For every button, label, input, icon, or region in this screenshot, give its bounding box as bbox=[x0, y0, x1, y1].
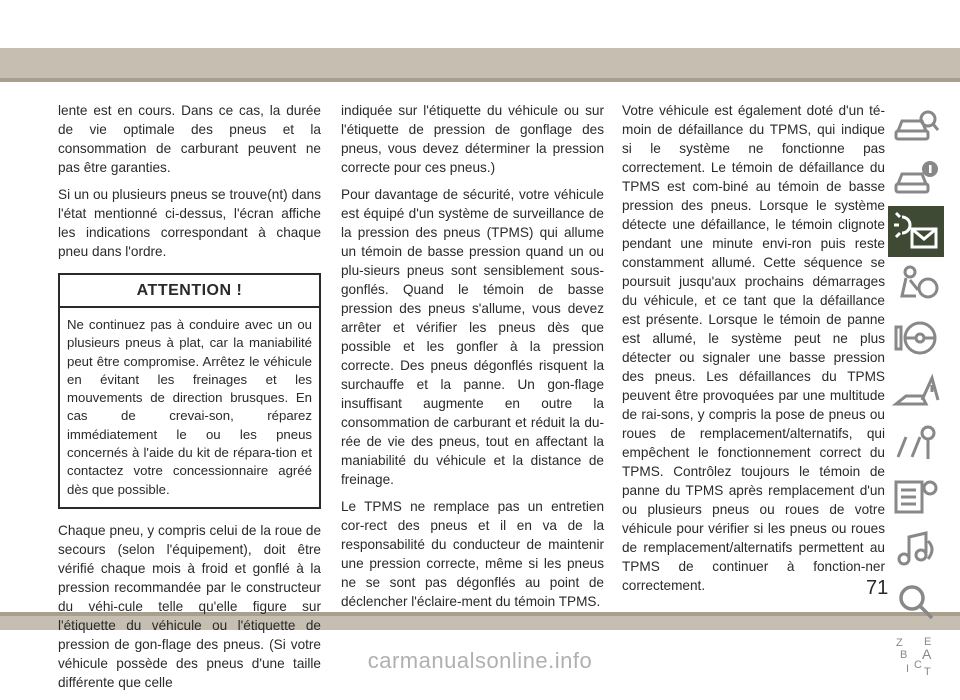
attention-text: Ne continuez pas à conduire avec un ou plusieurs pneus à plat, car la maniabilité peut être compromise. Arrêtez le véhicule en évitant les freinages et les mouvements de direction brusques. En cas de crevai-son, réparez immédiatement le ou les pneus concernés à l'aide du kit de répara-tion et contactez votre concessionnaire agréé dès que possible. bbox=[67, 317, 312, 497]
index-letter: I bbox=[906, 662, 910, 675]
paragraph: Le TPMS ne remplace pas un entretien cor-rect des pneus et il en va de la responsabilité du conducteur de maintenir une pression correcte, même si les pneus ne se sont pas dégonflés au point de déclencher l'éclaire-ment du témoin TPMS. bbox=[341, 499, 604, 609]
seat-airbag-icon[interactable] bbox=[888, 259, 944, 310]
paragraph: Chaque pneu, y compris celui de la roue de secours (selon l'équipement), doit être vérifié chaque mois à froid et gonflé à la pression recommandée par le constructeur du véhi-cule telle qu'elle figure sur l'étiquette du véhicule ou l'étiquette de pression de gon-flage des pneus. (Si votre véhicule possède des pneus d'une taille différente que celle bbox=[58, 522, 321, 690]
paragraph: lente est en cours. Dans ce cas, la durée de vie optimale des pneus et la consommation de carburant peuvent ne pas être garanties. bbox=[58, 103, 321, 175]
index-letter: E bbox=[924, 635, 932, 648]
steering-wheel-icon[interactable] bbox=[888, 312, 944, 363]
index-letter: T bbox=[924, 665, 931, 677]
index-letter: A bbox=[922, 645, 932, 662]
page-number: 71 bbox=[866, 577, 889, 599]
wrench-screwdriver-icon[interactable] bbox=[888, 418, 944, 469]
car-search-icon[interactable] bbox=[888, 100, 944, 151]
watermark: carmanualsonline.info bbox=[367, 648, 593, 673]
paragraph: indiquée sur l'étiquette du véhicule ou sur l'étiquette de pression de gonflage des pneus, vous devez déterminer la pression correcte pour ces pneus.) bbox=[341, 103, 604, 175]
magnifier-icon[interactable] bbox=[888, 577, 944, 628]
paragraph: Si un ou plusieurs pneus se trouve(nt) dans l'état mentionné ci-dessus, l'écran affiche les indications correspondant à chaque pneu dans l'ordre. bbox=[58, 187, 321, 259]
index-letter: B bbox=[900, 648, 908, 661]
column-3 bbox=[622, 101, 885, 603]
column-1 bbox=[58, 101, 321, 700]
index-letter: Z bbox=[896, 636, 903, 649]
index-letter: C bbox=[914, 658, 922, 671]
car-info-icon[interactable] bbox=[888, 153, 944, 204]
music-phone-icon[interactable] bbox=[888, 524, 944, 575]
column-2 bbox=[341, 101, 604, 619]
checklist-gear-icon[interactable] bbox=[888, 471, 944, 522]
attention-title: ATTENTION ! bbox=[60, 275, 319, 308]
top-band bbox=[0, 48, 960, 80]
paragraph: Pour davantage de sécurité, votre véhicule est équipé d'un système de surveillance de la pression des pneus (TPMS) qui allume un témoin de basse pression quand un ou plu-sieurs pneus sont sensiblement sous-gonflés. Quand le témoin de basse pression des pneus s'allume, vous devez arrêter et vérifier les pneus dès que possible et les gonfler à la pression correcte. Des pneus dégonflés risquent la surchauffe et la panne. Un gon-flage insuffisant augmente en outre la consommation de carburant et réduit la du-rée de vie des pneus, tout en affectant la maniabilité du véhicule et la distance de freinage. bbox=[341, 187, 604, 487]
paragraph: Votre véhicule est également doté d'un té-moin de défaillance du TPMS, qui indique si le système ne fonctionne pas correctement. Le témoin de défaillance du TPMS est com-biné au témoin de basse pression des pneus. Lorsque le système détecte une défaillance, le témoin clignote pendant une minute envi-ron puis reste constamment allumé. Cette séquence se poursuit jusqu'aux prochains démarrages du véhicule, et ce tant que la défaillance est présente. Lorsque le témoin de panne est allumé, le système peut ne plus détecter ou signaler une basse pression des pneus. Les défaillances du TPMS peuvent être provoquées par une multitude de rai-sons, y compris la pose de pneus ou roues de remplacement/alternatifs, qui empêchent le fonctionnement correct du TPMS. Contrôlez toujours le témoin de panne du TPMS après remplacement d'un ou plusieurs pneus ou roues de votre véhicule pour vérifier si les pneus ou roues de remplacement/alternatifs permettent au TPMS de continuer à fonction-ner correctement. bbox=[622, 103, 885, 593]
hazard-road-icon[interactable] bbox=[888, 365, 944, 416]
chapter-tabs bbox=[888, 100, 944, 683]
warning-light-message-icon[interactable] bbox=[888, 206, 944, 257]
attention-box bbox=[58, 273, 321, 509]
